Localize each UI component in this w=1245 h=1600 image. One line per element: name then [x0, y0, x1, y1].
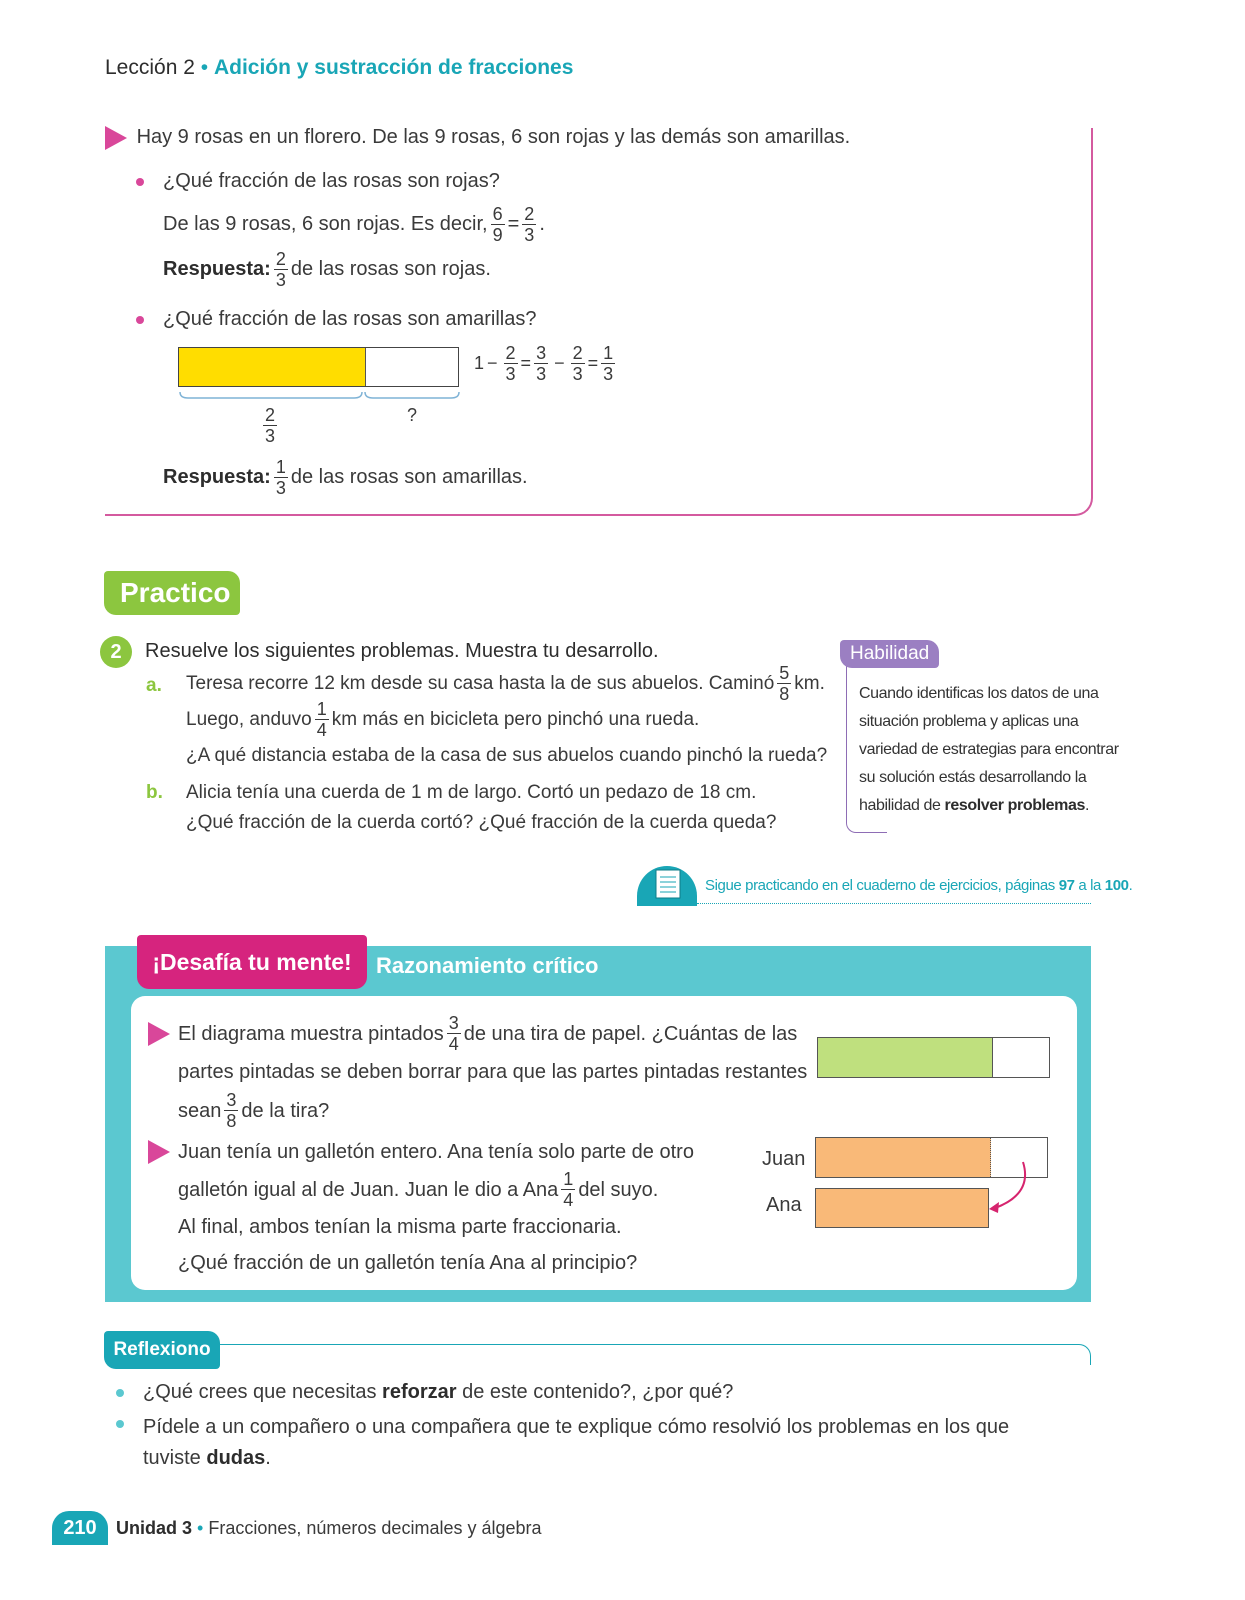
fraction: $\frac{6}{9}$	[492, 204, 503, 245]
juan-part-filled	[874, 1138, 933, 1177]
reflexiono-badge: Reflexiono	[104, 1331, 220, 1369]
strip-part-empty	[992, 1038, 1048, 1077]
lesson-number: Lección 2	[105, 56, 195, 79]
fraction: $\frac{5}{8}$	[779, 663, 790, 704]
fraction: $\frac{1}{4}$	[563, 1169, 574, 1210]
footer-unit: Unidad 3 • Fracciones, números decimales y álgebra	[116, 1518, 542, 1538]
exercise-number: 2	[100, 636, 132, 668]
item-a-label: a.	[146, 675, 162, 696]
juan-part-filled	[932, 1138, 991, 1177]
question-2: ¿Qué fracción de las rosas son amarillas?	[163, 308, 537, 330]
calculation: 1 − $\frac{2}{3}$ = $\frac{3}{3}$ − $\frac{2}{3}$ = $\frac{1}{3}$	[474, 343, 614, 384]
fraction: $\frac{2}{3}$	[524, 204, 535, 245]
challenge-1: El diagrama muestra pintados $\frac{3}{4}$ de una tira de papel. ¿Cuántas de las partes pintadas se deben borrar para que las partes pintadas restantes sean $\frac{3}{8}$ de la tira?	[148, 1014, 807, 1130]
lesson-title: Adición y sustracción de fracciones	[213, 56, 574, 79]
bar-part-filled	[179, 348, 273, 386]
practico-badge: Practico	[104, 571, 240, 615]
ana-bar	[815, 1188, 989, 1228]
desafia-badge: ¡Desafía tu mente!	[137, 935, 367, 989]
item-b-label: b.	[146, 782, 163, 803]
transfer-arrow-icon	[985, 1158, 1035, 1218]
habilidad-badge: Habilidad	[840, 640, 939, 668]
exercise-instruction: Resuelve los siguientes problemas. Muestra tu desarrollo.	[145, 640, 659, 662]
item-a-line-2: Luego, anduvo $\frac{1}{4}$ km más en bicicleta pero pinchó una rueda.	[186, 699, 700, 740]
bar-part-filled	[272, 348, 366, 386]
question-1-reasoning: De las 9 rosas, 6 son rojas. Es decir, $\frac{6}{9}$ = $\frac{2}{3}$ .	[163, 204, 545, 245]
bar-label-two-thirds: $\frac{2}{3}$	[265, 405, 276, 446]
answer-1: Respuesta: $\frac{2}{3}$ de las rosas son rojas.	[163, 249, 491, 290]
reflexiono-rule	[210, 1344, 1091, 1365]
page-number: 210	[52, 1511, 108, 1545]
example-statement: Hay 9 rosas en un florero. De las 9 rosas, 6 son rojas y las demás son amarillas.	[105, 126, 850, 150]
reflexiono-item-2: Pídele a un compañero o una compañera que te explique cómo resolvió los problemas en los que tuviste dudas.	[143, 1416, 1010, 1469]
fraction: $\frac{2}{3}$	[275, 249, 286, 290]
triangle-bullet-icon	[148, 1022, 170, 1046]
fraction: $\frac{3}{3}$	[536, 343, 547, 384]
item-a-line-1: Teresa recorre 12 km desde su casa hasta la de sus abuelos. Caminó $\frac{5}{8}$ km.	[186, 663, 825, 704]
paper-strip-bar	[817, 1037, 1050, 1078]
fraction: $\frac{1}{4}$	[316, 699, 327, 740]
challenge-2: Juan tenía un galletón entero. Ana tenía solo parte de otro galletón igual al de Juan. Juan le dio a Ana $\frac{1}{4}$ del suyo. Al final, ambos tenían la misma parte fraccionaria. ¿Qué fracción de un galletón tenía Ana al principio?	[148, 1134, 694, 1281]
fraction: $\frac{1}{3}$	[603, 343, 614, 384]
bar-brace	[178, 390, 462, 404]
reflexiono-bullet-icon	[116, 1389, 124, 1397]
strip-part-painted	[818, 1038, 877, 1077]
triangle-bullet-icon	[148, 1140, 170, 1164]
item-b-line-1: Alicia tenía una cuerda de 1 m de largo. Cortó un pedazo de 18 cm.	[186, 782, 757, 803]
fraction: $\frac{2}{3}$	[572, 343, 583, 384]
strip-part-painted	[876, 1038, 935, 1077]
notebook-reference: Sigue practicando en el cuaderno de ejercicios, páginas 97 a la 100.	[705, 877, 1133, 894]
bullet-icon	[136, 316, 144, 324]
answer-2: Respuesta: $\frac{1}{3}$ de las rosas son amarillas.	[163, 457, 528, 498]
lesson-header: Lección 2 • Adición y sustracción de fracciones	[105, 56, 574, 79]
notebook-underline	[697, 903, 1091, 904]
item-b-line-2: ¿Qué fracción de la cuerda cortó? ¿Qué fracción de la cuerda queda?	[186, 812, 777, 833]
juan-label: Juan	[762, 1148, 806, 1170]
reflexiono-bullet-icon	[116, 1420, 124, 1428]
reflexiono-item-1: ¿Qué crees que necesitas reforzar de este contenido?, ¿por qué?	[143, 1381, 734, 1403]
bullet-icon	[136, 178, 144, 186]
question-1: ¿Qué fracción de las rosas son rojas?	[163, 170, 500, 192]
fraction: $\frac{1}{3}$	[275, 457, 286, 498]
desafia-subtitle: Razonamiento crítico	[376, 953, 599, 978]
ana-label: Ana	[766, 1194, 802, 1216]
fraction: $\frac{3}{4}$	[448, 1013, 459, 1054]
item-a-line-3: ¿A qué distancia estaba de la casa de sus abuelos cuando pinchó la rueda?	[186, 745, 828, 766]
bar-label-question: ?	[407, 405, 418, 425]
notebook-icon	[652, 866, 684, 902]
fraction-bar	[178, 347, 459, 387]
triangle-bullet-icon	[105, 126, 127, 150]
bar-part-empty	[365, 348, 458, 386]
fraction: $\frac{3}{8}$	[226, 1090, 237, 1131]
fraction: $\frac{2}{3}$	[505, 343, 516, 384]
juan-part-filled	[816, 1138, 875, 1177]
habilidad-text: Cuando identificas los datos de una situación problema y aplicas una variedad de estrategias para encontrar su solución estás desarrollando la habilidad de resolver problemas.	[859, 685, 1119, 814]
strip-part-painted	[934, 1038, 993, 1077]
